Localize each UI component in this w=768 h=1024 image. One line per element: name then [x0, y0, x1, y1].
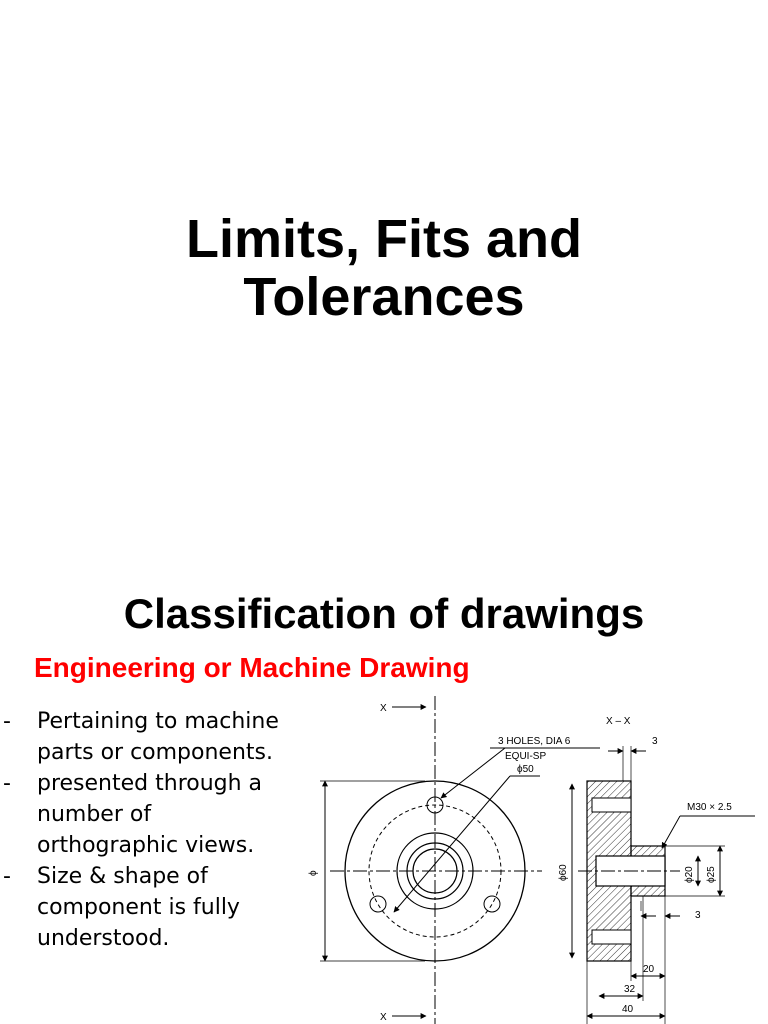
bullet-marker: -: [3, 709, 11, 734]
bolt-hole: [484, 896, 500, 912]
section-view: [558, 716, 755, 1024]
bullet-item: [0, 861, 320, 954]
bullet-text: presented through a: [37, 771, 263, 796]
bolt-hole: [370, 896, 386, 912]
content-slide: [0, 576, 768, 1024]
pcd-label: ϕ50: [517, 764, 534, 775]
bullet-text: understood.: [37, 926, 170, 951]
holes-note-line-2: EQUI-SP: [505, 751, 547, 762]
dim-20-label: 20: [643, 964, 655, 975]
hole-section: [592, 798, 631, 812]
bullet-item: [0, 768, 320, 861]
machine-drawing: [308, 703, 768, 1024]
bullet-text: Size & shape of: [37, 864, 208, 889]
bullet-text: component is fully: [37, 895, 240, 920]
holes-note-line-1: 3 HOLES, DIA 6: [498, 736, 571, 747]
dim-60-label: ϕ60: [558, 864, 569, 881]
hole-section: [592, 930, 631, 944]
dim-20-dia-label: ϕ20: [684, 866, 695, 883]
holes-leader: [441, 748, 505, 798]
title-line-2: Tolerances: [243, 267, 525, 327]
slide-subheading: Engineering or Machine Drawing: [34, 652, 470, 683]
dim-3-top-label: 3: [652, 736, 658, 747]
thread-label: M30 × 2.5: [687, 802, 732, 813]
dim-40-label: 40: [622, 1004, 634, 1015]
bullet-text: orthographic views.: [37, 833, 255, 858]
dim-32-label: 32: [624, 984, 636, 995]
bullet-marker: -: [3, 864, 11, 889]
section-label: X – X: [606, 716, 631, 727]
dim-25-dia-label: ϕ25: [706, 866, 717, 883]
front-view: [308, 696, 600, 1024]
bullet-text: number of: [37, 802, 152, 827]
section-mark-top: X: [380, 703, 387, 714]
dim-3-bottom-label: 3: [695, 910, 701, 921]
pcd-leader: [394, 776, 510, 912]
section-mark-bottom: X: [380, 1012, 387, 1023]
slide-title: [0, 210, 768, 326]
bullet-text: Pertaining to machine: [37, 709, 279, 734]
thread-leader: [662, 816, 680, 848]
front-dim-label: ϕ: [308, 870, 319, 876]
bullet-item: [0, 706, 320, 768]
bullet-text: parts or components.: [37, 740, 273, 765]
slide-heading: Classification of drawings: [123, 590, 645, 637]
bullet-marker: -: [3, 771, 11, 796]
bullet-list: [0, 706, 320, 954]
title-line-1: Limits, Fits and: [185, 209, 583, 269]
